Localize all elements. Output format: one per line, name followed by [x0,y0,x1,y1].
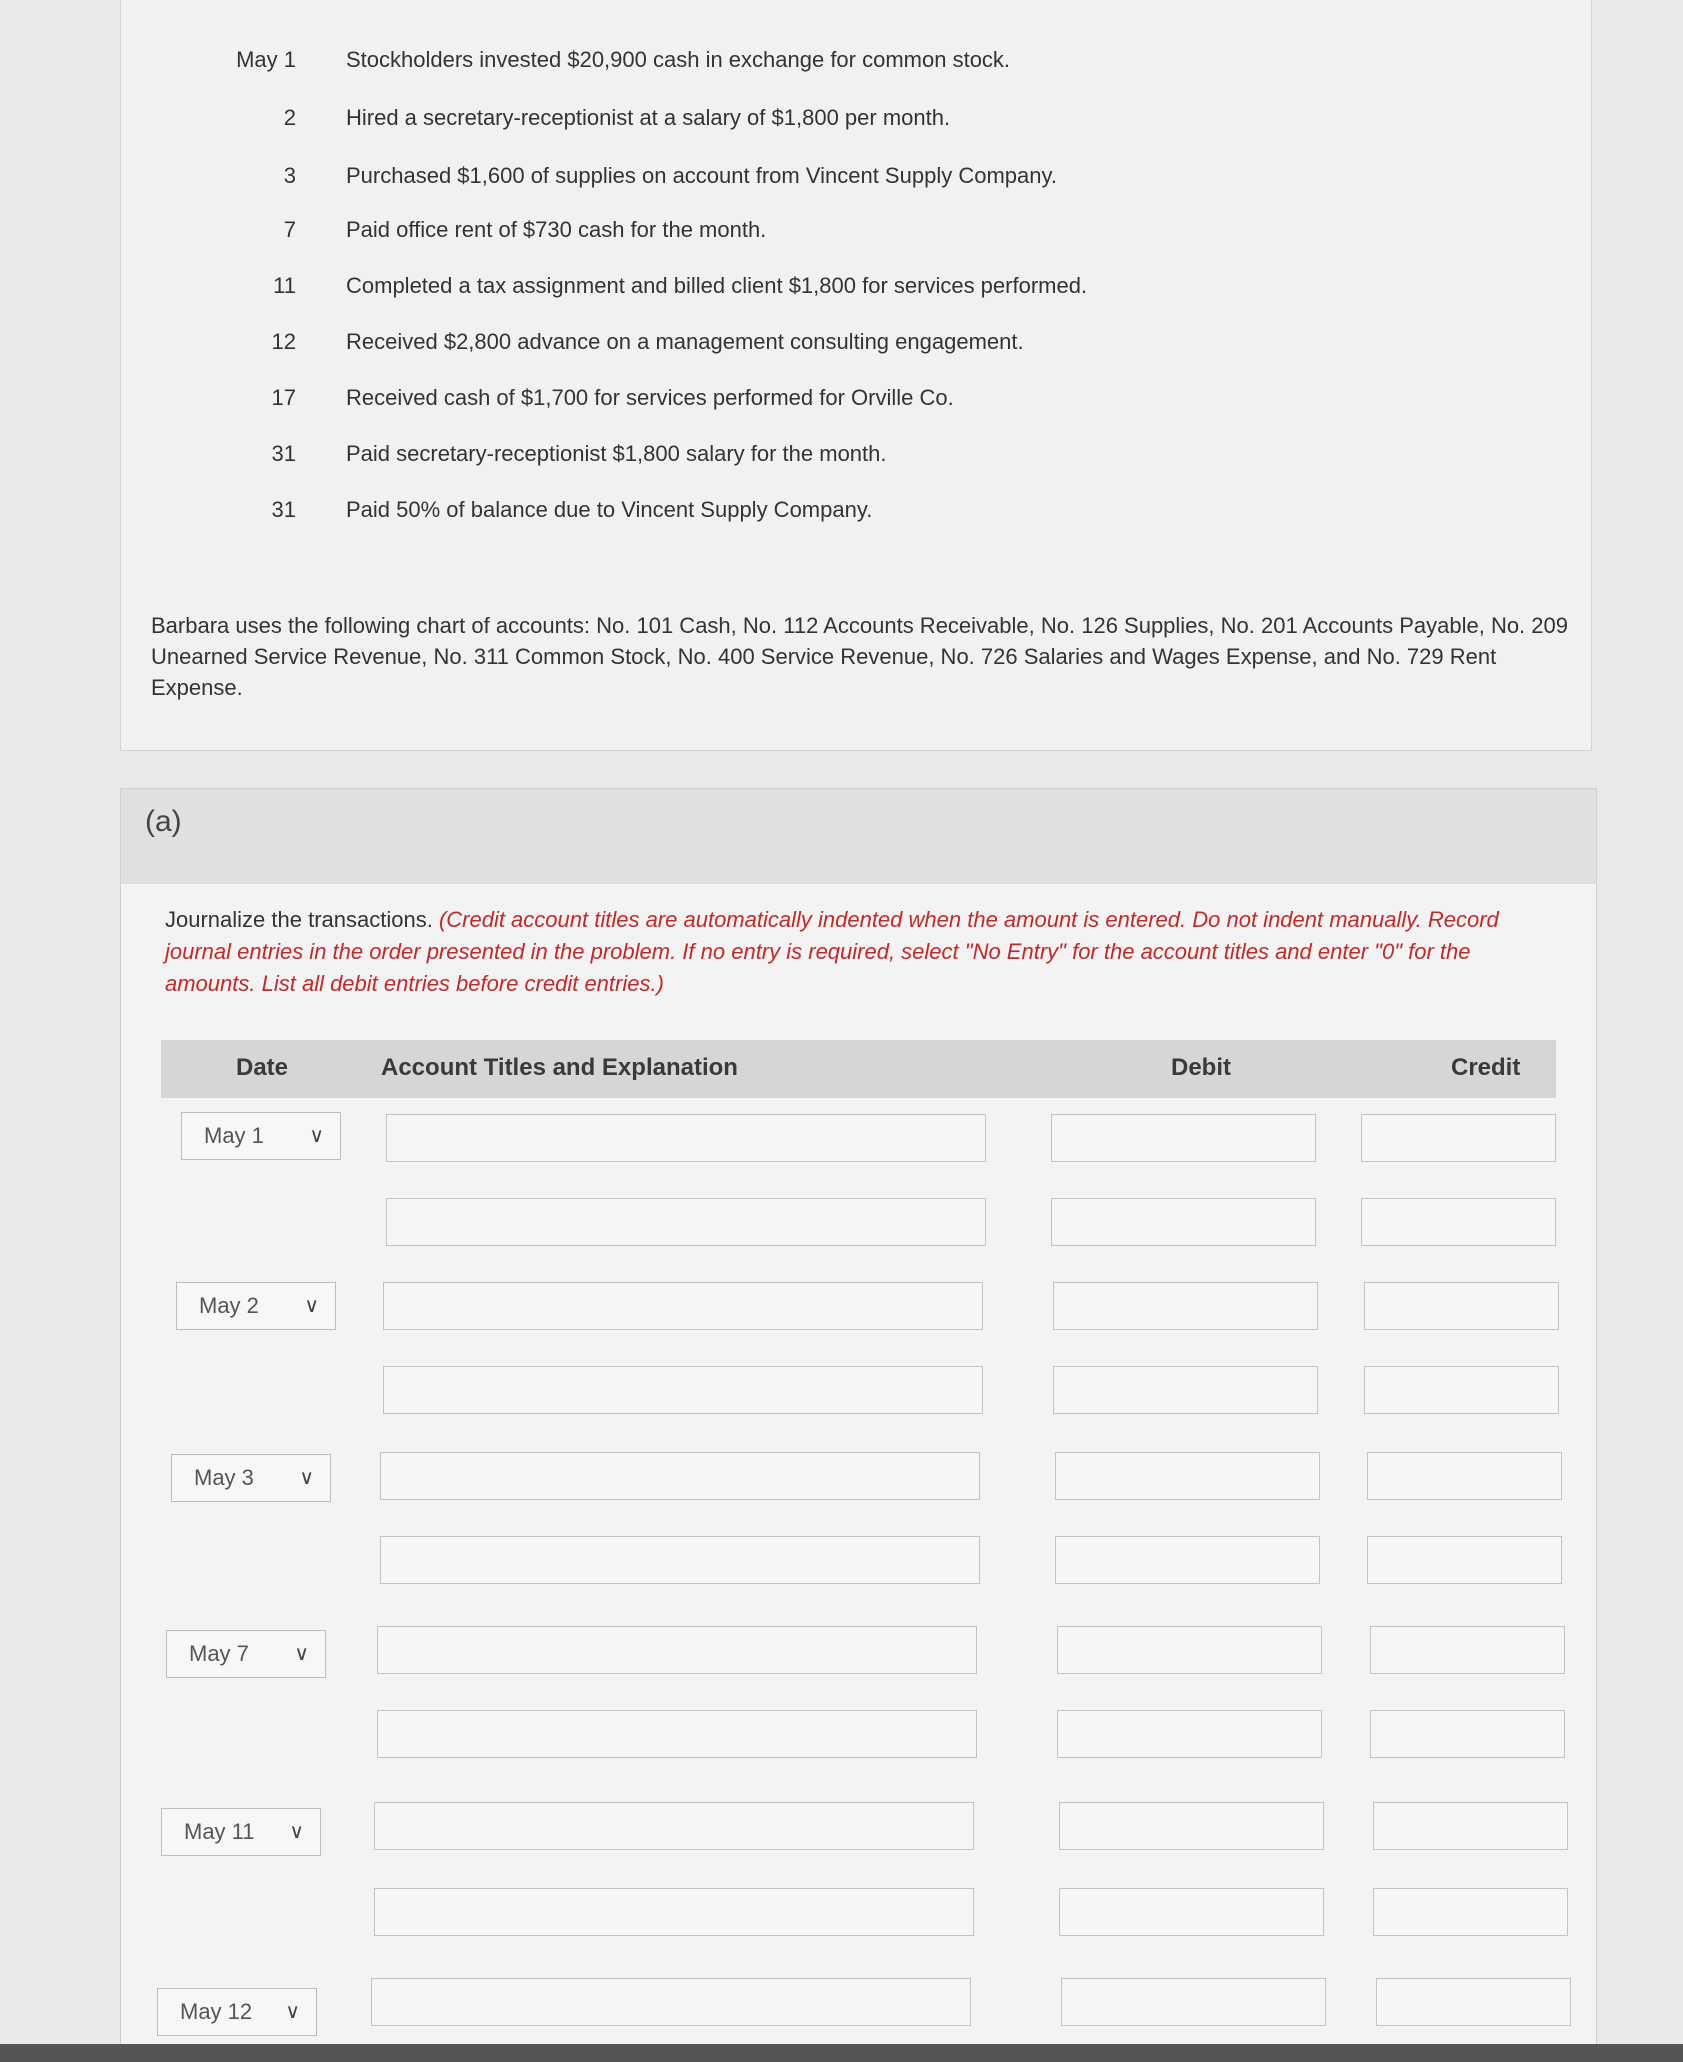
account-title-input[interactable] [377,1626,977,1674]
transaction-description: Received $2,800 advance on a management consulting engagement. [346,329,1024,354]
date-select[interactable] [176,1282,336,1330]
credit-input[interactable] [1373,1888,1568,1936]
part-header [120,788,1597,886]
credit-input[interactable] [1361,1198,1556,1246]
date-select-value: May 3 [194,1465,254,1490]
account-title-input[interactable] [383,1282,983,1330]
credit-input[interactable] [1361,1114,1556,1162]
date-select-value: May 2 [199,1293,259,1318]
problem-statement [120,0,1592,751]
account-title-input[interactable] [374,1888,974,1936]
transaction-date: 12 [271,329,296,354]
account-title-input[interactable] [380,1452,980,1500]
credit-input[interactable] [1364,1366,1559,1414]
chart-of-accounts-text: Barbara uses the following chart of accounts: No. 101 Cash, No. 112 Accounts Receivable, No. 126 Supplies, No. 201 Accounts Payable, No. 209 Unearned Service Revenue, No. 311 Common Stock, No. 400 Service Revenue, No. 726 Salaries and Wages Expense, and No. 729 Rent Expense. [151,613,1568,700]
date-select-value: May 1 [204,1123,264,1148]
credit-input[interactable] [1367,1452,1562,1500]
account-title-input[interactable] [374,1802,974,1850]
journal-table-header [161,1040,1556,1098]
chevron-down-icon: ∨ [309,1125,324,1147]
credit-input[interactable] [1367,1536,1562,1584]
debit-input[interactable] [1059,1888,1324,1936]
debit-input[interactable] [1051,1114,1316,1162]
chevron-down-icon: ∨ [304,1295,319,1317]
transaction-description: Paid 50% of balance due to Vincent Supply Company. [346,497,873,522]
transaction-date: 17 [271,385,296,410]
transaction-description: Completed a tax assignment and billed client $1,800 for services performed. [346,273,1088,298]
date-column-header: Date [236,1054,289,1081]
credit-input[interactable] [1373,1802,1568,1850]
chevron-down-icon: ∨ [285,2001,300,2023]
account-title-input[interactable] [371,1978,971,2026]
credit-input[interactable] [1376,1978,1571,2026]
instructions-note: (Credit account titles are automatically indented when the amount is entered. Do not indent manually. Record journal entries in the order presented in the problem. If no entry is required, select "No Entry" for the account titles and enter "0" for the amounts. List all debit entries before credit entries.) [165,907,1499,996]
account-title-input[interactable] [386,1198,986,1246]
transaction-description: Purchased $1,600 of supplies on account from Vincent Supply Company. [346,163,1057,188]
transaction-date: May 1 [236,47,296,72]
credit-input[interactable] [1370,1710,1565,1758]
debit-input[interactable] [1061,1978,1326,2026]
date-select[interactable] [166,1630,326,1678]
credit-column-header: Credit [1451,1054,1521,1081]
debit-input[interactable] [1053,1366,1318,1414]
chevron-down-icon: ∨ [294,1643,309,1665]
date-select[interactable] [171,1454,331,1502]
transaction-description: Received cash of $1,700 for services performed for Orville Co. [346,385,954,410]
account-column-header: Account Titles and Explanation [381,1054,738,1081]
debit-column-header: Debit [1171,1054,1231,1081]
transaction-date: 7 [283,217,296,242]
debit-input[interactable] [1057,1710,1322,1758]
date-select-value: May 7 [189,1641,249,1666]
transaction-date: 3 [283,163,296,188]
debit-input[interactable] [1055,1536,1320,1584]
journal-entry-section [120,884,1597,2062]
debit-input[interactable] [1053,1282,1318,1330]
transaction-description: Paid office rent of $730 cash for the month. [346,217,767,242]
account-title-input[interactable] [386,1114,986,1162]
date-select[interactable] [161,1808,321,1856]
account-title-input[interactable] [377,1710,977,1758]
debit-input[interactable] [1051,1198,1316,1246]
screen-bezel [0,2044,1683,2062]
part-label: (a) [145,805,182,838]
transaction-description: Stockholders invested $20,900 cash in exchange for common stock. [346,47,1011,72]
transaction-date: 31 [271,497,296,522]
instructions [165,904,1565,1000]
account-title-input[interactable] [380,1536,980,1584]
debit-input[interactable] [1057,1626,1322,1674]
date-select-value: May 11 [184,1819,255,1844]
date-select[interactable] [181,1112,341,1160]
chevron-down-icon: ∨ [299,1467,314,1489]
transaction-date: 31 [271,441,296,466]
date-select-value: May 12 [180,1999,253,2024]
date-select[interactable] [157,1988,317,2036]
credit-input[interactable] [1370,1626,1565,1674]
credit-input[interactable] [1364,1282,1559,1330]
transaction-description: Hired a secretary-receptionist at a salary of $1,800 per month. [346,105,951,130]
account-title-input[interactable] [383,1366,983,1414]
instructions-lead: Journalize the transactions. [165,907,439,932]
transaction-date: 2 [283,105,296,130]
chevron-down-icon: ∨ [289,1821,304,1843]
debit-input[interactable] [1055,1452,1320,1500]
debit-input[interactable] [1059,1802,1324,1850]
transaction-description: Paid secretary-receptionist $1,800 salary for the month. [346,441,887,466]
transaction-date: 11 [273,273,296,298]
